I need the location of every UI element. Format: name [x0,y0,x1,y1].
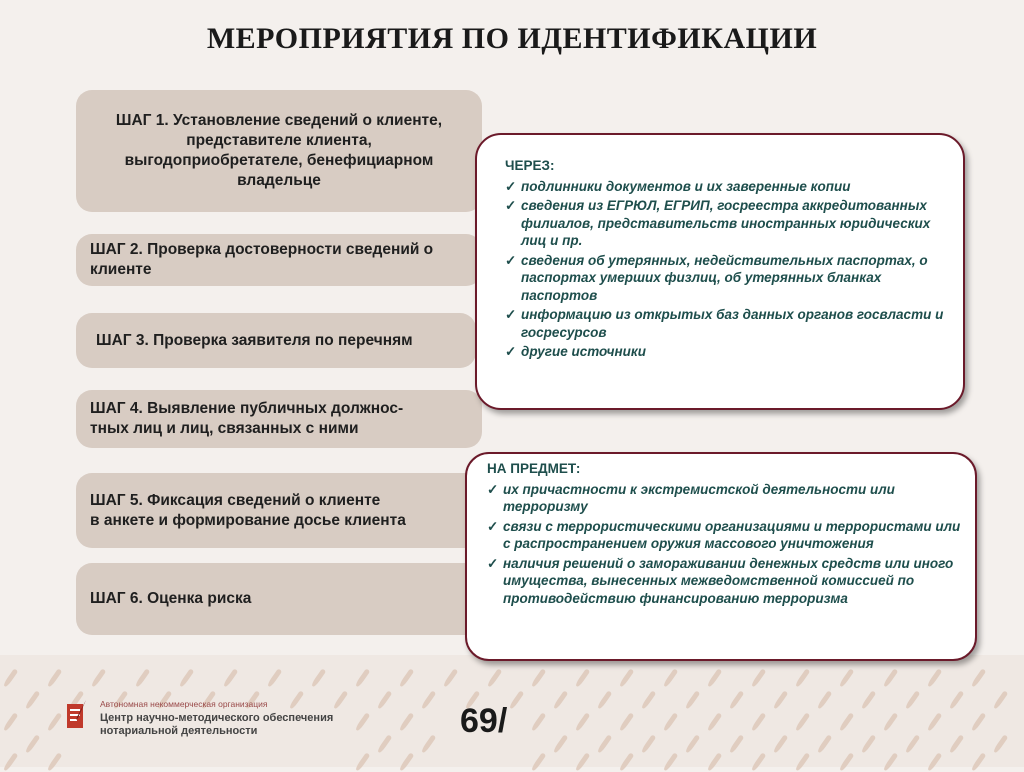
step-2-line: ШАГ 2. Проверка достоверности сведений о [90,241,434,258]
step-1-line: выгодоприобретателе, бенефициарном [124,152,434,169]
step-4 [76,390,482,448]
list-item [487,555,961,608]
step-2-line: клиенте [90,261,152,278]
step-5 [76,473,482,548]
callout-through-list [505,178,945,361]
list-item [505,252,945,305]
list-item-text: сведения об утерянных, недействительных паспортах, о паспортах умерших физлиц, об утерянных бланках паспортов [521,252,928,303]
list-item-text: другие источники [521,344,646,359]
notary-pen-logo-icon [66,700,88,730]
org-name-line-2: нотариальной деятельности [100,725,258,737]
check-icon: ✓ [505,178,517,194]
list-item-text: подлинники документов и их заверенные копии [521,178,851,194]
list-item-text: наличия решений о замораживании денежных средств или иного имущества, вынесенных межведомственной комиссией по противодействию финансированию терроризма [503,555,954,606]
org-name-line-1: Центр научно-методического обеспечения [100,712,334,724]
check-icon: ✓ [505,344,517,359]
step-1-line: владельце [237,172,321,189]
list-item [487,518,961,553]
footer-decor-band [0,655,1024,767]
list-item [505,343,945,361]
list-item-text: связи с террористическими организациями и террористами или с распространением оружия массового уничтожения [503,518,961,551]
callout-subject-list [487,481,961,608]
org-type-label: Автономная некоммерческая организация [100,699,268,709]
list-item [487,481,961,516]
list-item-text: их причастности к экстремистской деятельности или терроризму [503,481,895,514]
step-3-line: ШАГ 3. Проверка заявителя по перечням [96,331,413,349]
step-4-line: ШАГ 4. Выявление публичных должнос- [90,400,404,417]
check-icon: ✓ [505,307,517,322]
step-1 [76,90,482,212]
check-icon: ✓ [487,518,499,534]
check-icon: ✓ [487,481,499,497]
check-icon: ✓ [505,198,517,213]
list-item-text: сведения из ЕГРЮЛ, ЕГРИП, госреестра аккредитованных филиалов, представительств иностранных юридических лиц и пр. [521,198,931,248]
step-5-line: в анкете и формирование досье клиента [90,511,406,529]
step-1-line: ШАГ 1. Установление сведений о клиенте, [115,112,443,129]
step-3 [76,313,476,368]
list-item [505,306,945,341]
callout-through [475,133,965,410]
page-number: 69/ [460,702,508,740]
list-item-text: информацию из открытых баз данных органов госвласти и госресурсов [521,307,944,340]
check-icon: ✓ [505,252,517,268]
step-1-line: представителе клиента, [186,132,372,149]
step-4-line: тных лиц и лиц, связанных с ними [90,420,359,437]
list-item [505,197,945,250]
step-6-line: ШАГ 6. Оценка риска [90,590,252,607]
page-title: МЕРОПРИЯТИЯ ПО ИДЕНТИФИКАЦИИ [206,22,818,55]
callout-subject [465,452,977,661]
check-icon: ✓ [487,555,499,571]
step-5-line: ШАГ 5. Фиксация сведений о клиенте [90,491,381,509]
step-6 [76,563,482,635]
list-item [505,178,945,196]
step-2 [76,234,482,286]
callout-subject-heading: НА ПРЕДМЕТ: [487,461,581,476]
callout-through-heading: ЧЕРЕЗ: [505,158,555,173]
